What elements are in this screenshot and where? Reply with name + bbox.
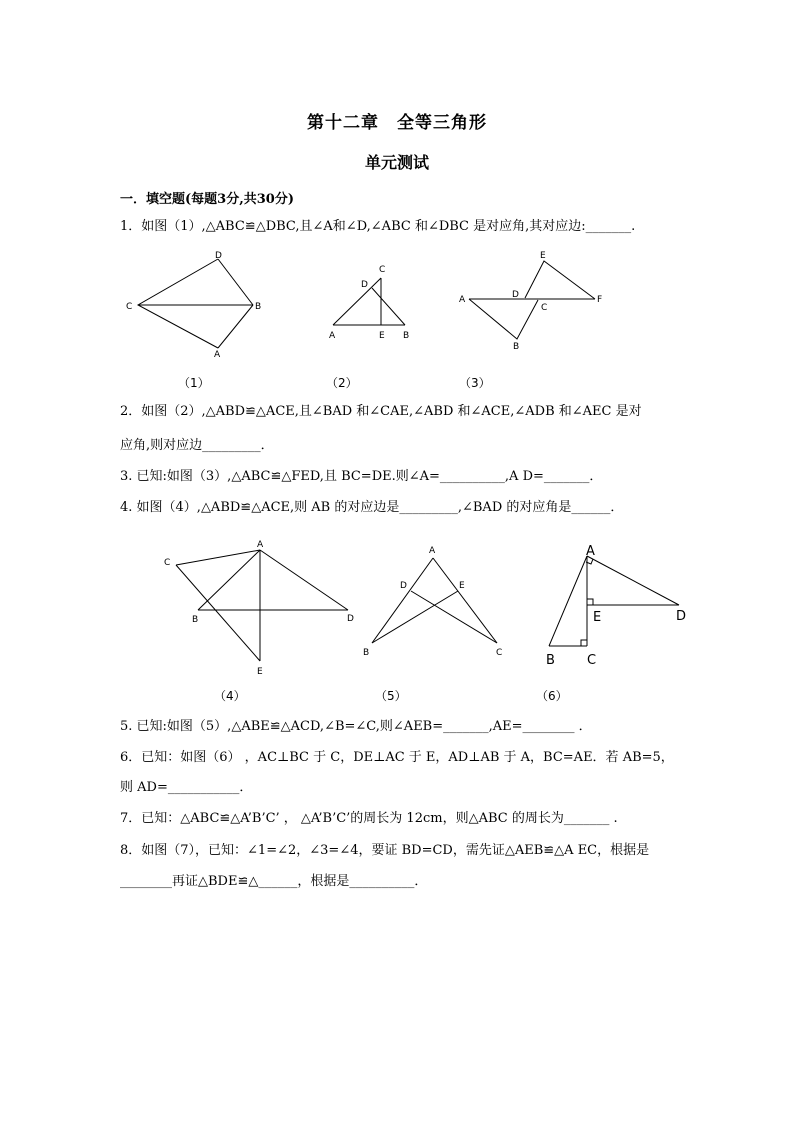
question-2-line-1: 2．如图（2）,△ABD≌△ACE,且∠BAD 和∠CAE,∠ABD 和∠ACE,∠ADB 和∠AEC 是对 (120, 404, 642, 419)
figure-6 (540, 540, 700, 670)
fig1-label-C: C (126, 302, 133, 312)
fig6-line-AB (549, 556, 587, 646)
caption-1: （1） (178, 376, 210, 390)
fig6-label-D: D (676, 609, 687, 624)
fig5-label-C: C (496, 648, 503, 658)
figure-4 (160, 536, 360, 681)
fig5-label-B: B (363, 648, 370, 658)
question-5: 5. 已知:如图（5）,△ABE≌△ACD,∠B=∠C,则∠AEB=_______,AE=________ ． (120, 719, 592, 734)
question-6-line-2: 则 AD=___________． (120, 780, 253, 795)
fig4-line-AD (260, 550, 348, 610)
fig5-line-BE (372, 591, 458, 643)
fig2-label-D: D (361, 280, 368, 290)
fig5-line-CD (411, 591, 497, 643)
fig2-label-E: E (379, 331, 385, 341)
fig1-label-B: B (255, 302, 262, 312)
fig2-label-C: C (379, 265, 386, 275)
section-heading: 一．填空题(每题3分,共30分) (120, 192, 294, 207)
caption-6: （6） (536, 689, 568, 703)
fig3-line-FED (525, 261, 595, 299)
question-2-line-2: 应角,则对应边_________． (120, 438, 274, 453)
fig6-label-B: B (546, 653, 555, 668)
question-4: 4. 如图（4）,△ABD≌△ACE,则 AB 的对应边是_________,∠BAD 的对应角是______． (120, 500, 624, 515)
figure-5 (360, 542, 510, 662)
fig1-line-DB (218, 259, 253, 305)
caption-4: （4） (214, 689, 246, 703)
fig5-label-A: A (429, 546, 436, 556)
question-1: 1．如图（1）,△ABC≌△DBC,且∠A和∠D,∠ABC 和∠DBC 是对应角,其对应边:_______. (120, 219, 636, 234)
fig3-label-B: B (513, 342, 520, 352)
chapter-title: 第十二章 全等三角形 (307, 113, 487, 133)
fig4-label-E: E (257, 667, 263, 677)
question-6-line-1: 6．已知：如图（6） ，AC⊥BC 于 C，DE⊥AC 于 E，AD⊥AB 于 A，BC=AE．若 AB=5， (120, 750, 674, 765)
question-8-line-2: ________再证△BDE≌△______，根据是__________． (120, 874, 428, 889)
fig6-label-C: C (587, 653, 597, 668)
fig5-label-D: D (400, 581, 407, 591)
caption-3: （3） (459, 376, 491, 390)
fig2-label-A: A (329, 331, 336, 341)
fig3-line-ABC (469, 299, 538, 339)
question-3: 3. 已知:如图（3）,△ABC≌△FED,且 BC=DE.则∠A=__________,A D=_______． (120, 469, 603, 484)
fig1-label-D: D (215, 251, 222, 261)
fig4-label-A: A (257, 540, 264, 550)
fig3-label-D: D (512, 290, 519, 300)
caption-5: （5） (375, 689, 407, 703)
fig4-label-B: B (192, 615, 199, 625)
fig1-label-A: A (214, 350, 221, 360)
fig3-label-A: A (459, 295, 466, 305)
fig4-label-D: D (347, 614, 354, 624)
fig2-label-B: B (403, 331, 410, 341)
fig4-line-CE (176, 565, 260, 661)
fig3-label-F: F (597, 295, 603, 305)
fig4-label-C: C (164, 558, 171, 568)
fig6-label-A: A (586, 544, 595, 559)
unit-title: 单元测试 (364, 153, 429, 172)
figure-1 (120, 246, 270, 361)
fig6-line-AD (587, 556, 679, 605)
fig3-label-E: E (540, 251, 546, 261)
fig6-right-angle-E (587, 599, 593, 605)
fig3-label-C: C (541, 303, 548, 313)
fig6-right-angle-C (581, 640, 587, 646)
fig2-line-DB (372, 288, 405, 325)
fig5-line-AB (372, 558, 433, 643)
fig5-label-E: E (459, 581, 465, 591)
fig2-line-AC (333, 278, 381, 325)
caption-2: （2） (326, 376, 358, 390)
fig1-outline (138, 259, 218, 348)
fig1-line-AB (218, 305, 253, 348)
question-8-line-1: 8．如图（7），已知：∠1=∠2，∠3=∠4，要证 BD=CD，需先证△AEB≌△A EC，根据是 (120, 843, 650, 858)
figure-2 (325, 262, 420, 344)
figure-3 (455, 248, 615, 353)
question-7: 7．已知：△ABC≌△A’B’C’ ， △A’B’C’的周长为 12cm，则△ABC 的周长为_______ . (120, 811, 618, 826)
fig6-label-E: E (593, 610, 602, 625)
